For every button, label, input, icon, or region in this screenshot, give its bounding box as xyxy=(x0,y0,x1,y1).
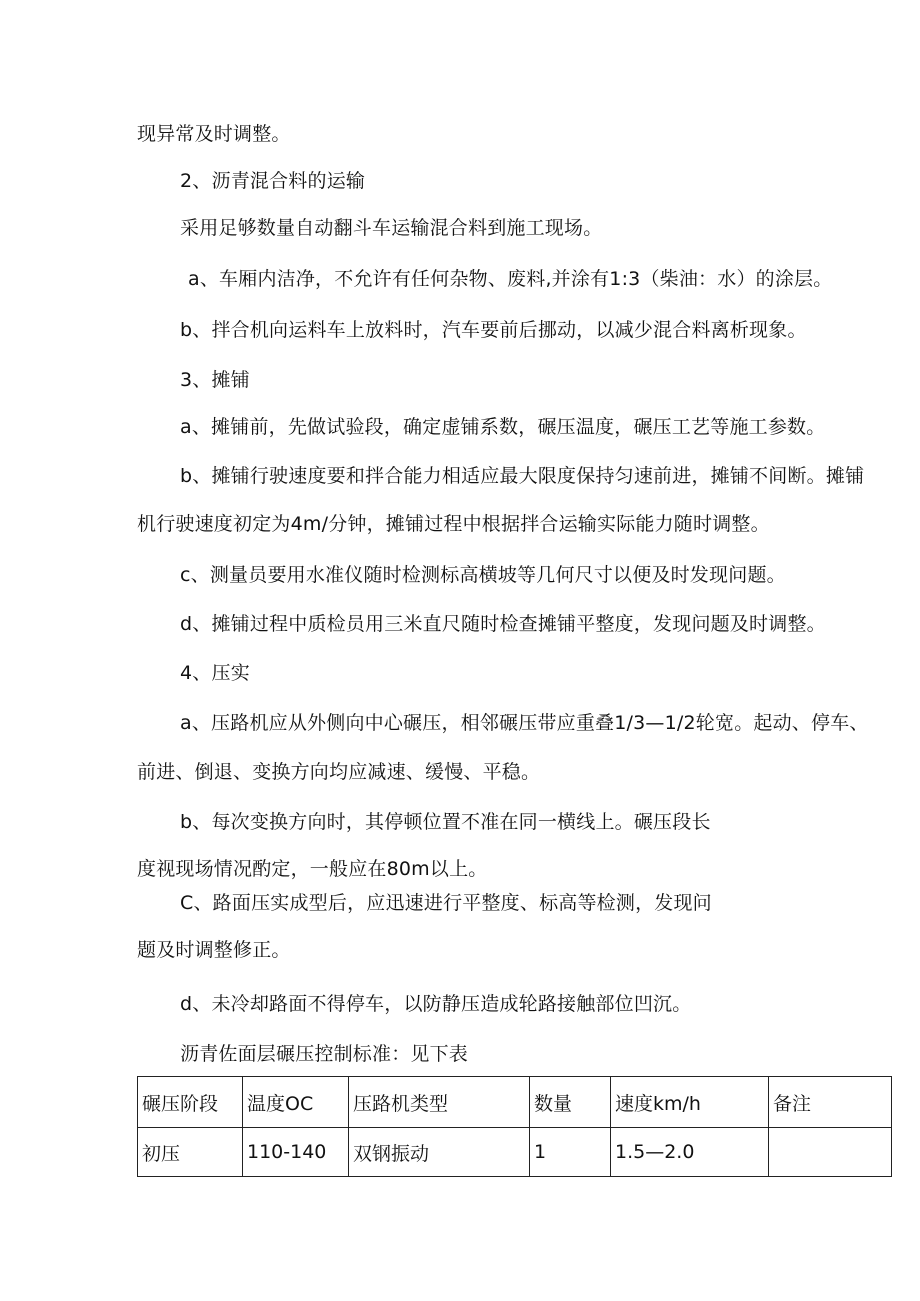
paragraph-line: C、路面压实成型后，应迅速进行平整度、标高等检测，发现问 xyxy=(180,892,712,914)
header-cell: 碾压阶段 xyxy=(138,1077,243,1128)
header-cell: 压路机类型 xyxy=(349,1077,530,1128)
paragraph-line: 采用足够数量自动翻斗车运输混合料到施工现场。 xyxy=(180,217,603,239)
table-header-row xyxy=(138,1077,892,1128)
compaction-standard-table xyxy=(137,1076,892,1177)
section-heading: 4、压实 xyxy=(180,662,250,684)
table-cell: 110-140 xyxy=(243,1128,349,1177)
table-cell: 1 xyxy=(530,1128,611,1177)
paragraph-line: c、测量员要用水准仪随时检测标高横坡等几何尺寸以便及时发现问题。 xyxy=(180,564,786,586)
table-cell: 双钢振动 xyxy=(349,1128,530,1177)
paragraph-line: a、车厢内洁净，不允许有任何杂物、废料,并涂有1:3（柴油：水）的涂层。 xyxy=(188,268,833,290)
section-heading: 2、沥青混合料的运输 xyxy=(180,170,366,192)
paragraph-line: 现异常及时调整。 xyxy=(137,123,291,145)
paragraph-line: d、未冷却路面不得停车，以防静压造成轮路接触部位凹沉。 xyxy=(180,993,692,1015)
paragraph-line: a、压路机应从外侧向中心碾压，相邻碾压带应重叠1/3—1/2轮宽。起动、停车、 xyxy=(180,712,869,734)
paragraph-line: 前进、倒退、变换方向均应减速、缓慢、平稳。 xyxy=(137,761,541,783)
table-cell: 初压 xyxy=(138,1128,243,1177)
table-cell: 1.5—2.0 xyxy=(611,1128,769,1177)
table-row xyxy=(138,1128,892,1177)
paragraph-line: d、摊铺过程中质检员用三米直尺随时检查摊铺平整度，发现问题及时调整。 xyxy=(180,613,826,635)
paragraph-line: 度视现场情况酌定，一般应在80m以上。 xyxy=(137,858,488,880)
table-cell xyxy=(769,1128,892,1177)
header-cell: 速度km/h xyxy=(611,1077,769,1128)
section-heading: 3、摊铺 xyxy=(180,369,250,391)
header-cell: 备注 xyxy=(769,1077,892,1128)
paragraph-line: b、拌合机向运料车上放料时，汽车要前后挪动，以减少混合料离析现象。 xyxy=(180,319,807,341)
table-caption: 沥青佐面层碾压控制标准：见下表 xyxy=(180,1043,469,1065)
paragraph-line: a、摊铺前，先做试验段，确定虚铺系数，碾压温度，碾压工艺等施工参数。 xyxy=(180,416,826,438)
paragraph-line: 机行驶速度初定为4m/分钟，摊铺过程中根据拌合运输实际能力随时调整。 xyxy=(137,513,770,535)
header-cell: 温度OC xyxy=(243,1077,349,1128)
paragraph-line: 题及时调整修正。 xyxy=(137,939,291,961)
paragraph-line: b、每次变换方向时，其停顿位置不准在同一横线上。碾压段长 xyxy=(180,811,711,833)
paragraph-line: b、摊铺行驶速度要和拌合能力相适应最大限度保持匀速前进，摊铺不间断。摊铺 xyxy=(180,465,865,487)
header-cell: 数量 xyxy=(530,1077,611,1128)
